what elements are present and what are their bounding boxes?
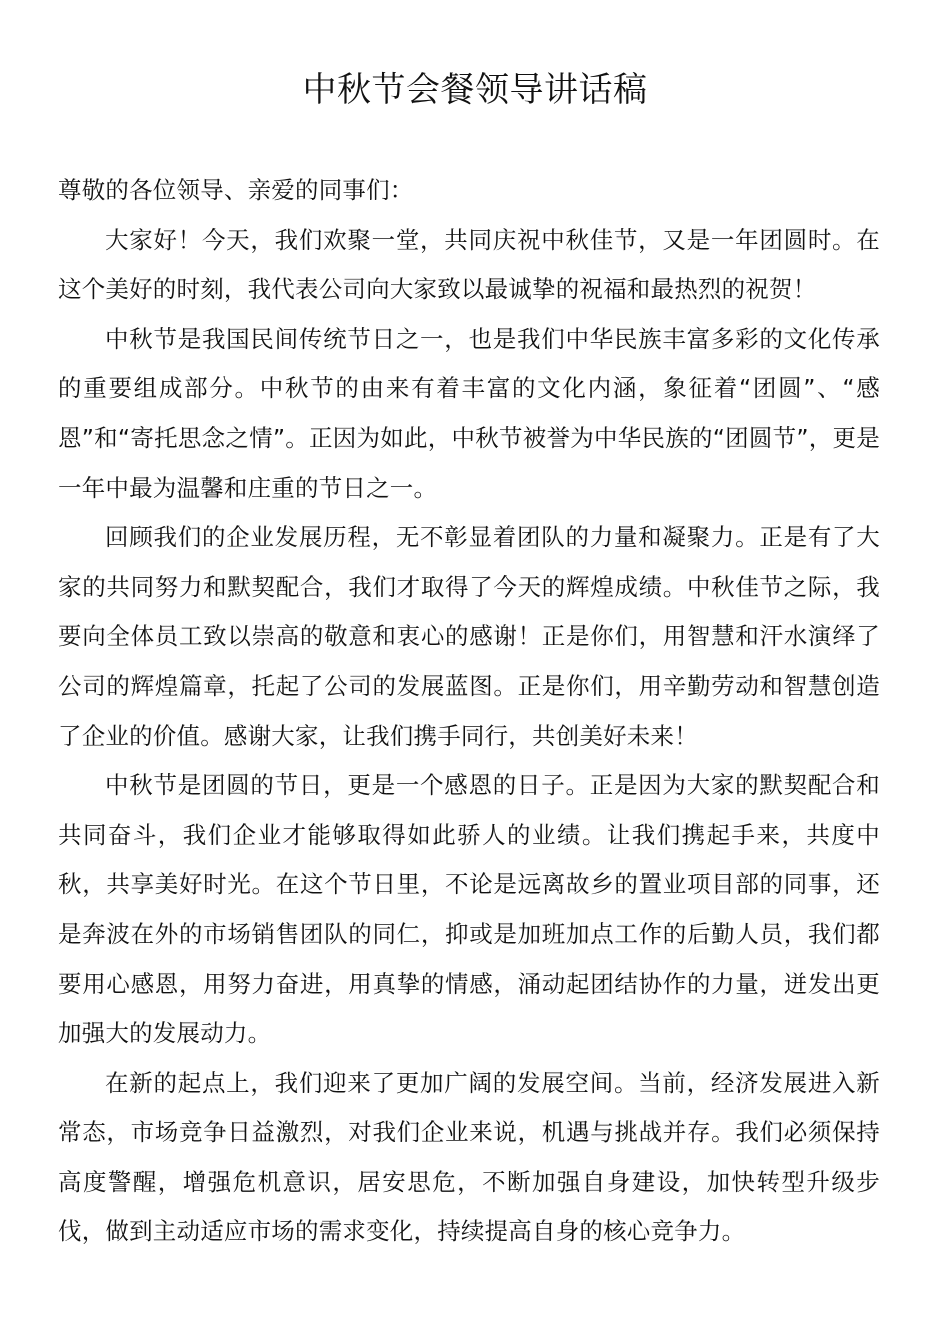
paragraph: 中秋节是团圆的节日，更是一个感恩的日子。正是因为大家的默契配合和共同奋斗，我们企业才能够取得如此骄人的业绩。让我们携起手来，共度中秋，共享美好时光。在这个节日里，不论是远离故乡的置业项目部的同事，还是奔波在外的市场销售团队的同仁，抑或是加班加点工作的后勤人员，我们都要用心感恩，用努力奋进，用真挚的情感，涌动起团结协作的力量，迸发出更加强大的发展动力。 (58, 771, 880, 1048)
paragraph: 大家好！今天，我们欢聚一堂，共同庆祝中秋佳节，又是一年团圆时。在这个美好的时刻，我代表公司向大家致以最诚挚的祝福和最热烈的祝贺！ (58, 225, 880, 304)
paragraph: 回顾我们的企业发展历程，无不彰显着团队的力量和凝聚力。正是有了大家的共同努力和默契配合，我们才取得了今天的辉煌成绩。中秋佳节之际，我要向全体员工致以崇高的敬意和衷心的感谢！正是你们，用智慧和汗水演绎了公司的辉煌篇章，托起了公司的发展蓝图。正是你们，用辛勤劳动和智慧创造了企业的价值。感谢大家，让我们携手同行，共创美好未来！ (58, 523, 880, 750)
document-body (58, 166, 880, 1257)
paragraph: 在新的起点上，我们迎来了更加广阔的发展空间。当前，经济发展进入新常态，市场竞争日益激烈，对我们企业来说，机遇与挑战并存。我们必须保持高度警醒，增强危机意识，居安思危，不断加强自身建设，加快转型升级步伐，做到主动适应市场的需求变化，持续提高自身的核心竞争力。 (58, 1068, 880, 1246)
document-title: 中秋节会餐领导讲话稿 (302, 70, 648, 110)
paragraph: 中秋节是我国民间传统节日之一，也是我们中华民族丰富多彩的文化传承的重要组成部分。中秋节的由来有着丰富的文化内涵，象征着“团圆”、“感恩”和“寄托思念之情”。正因为如此，中秋节被誉为中华民族的“团圆节”，更是一年中最为温馨和庄重的节日之一。 (58, 324, 880, 502)
greeting-line: 尊敬的各位领导、亲爱的同事们： (58, 176, 414, 204)
